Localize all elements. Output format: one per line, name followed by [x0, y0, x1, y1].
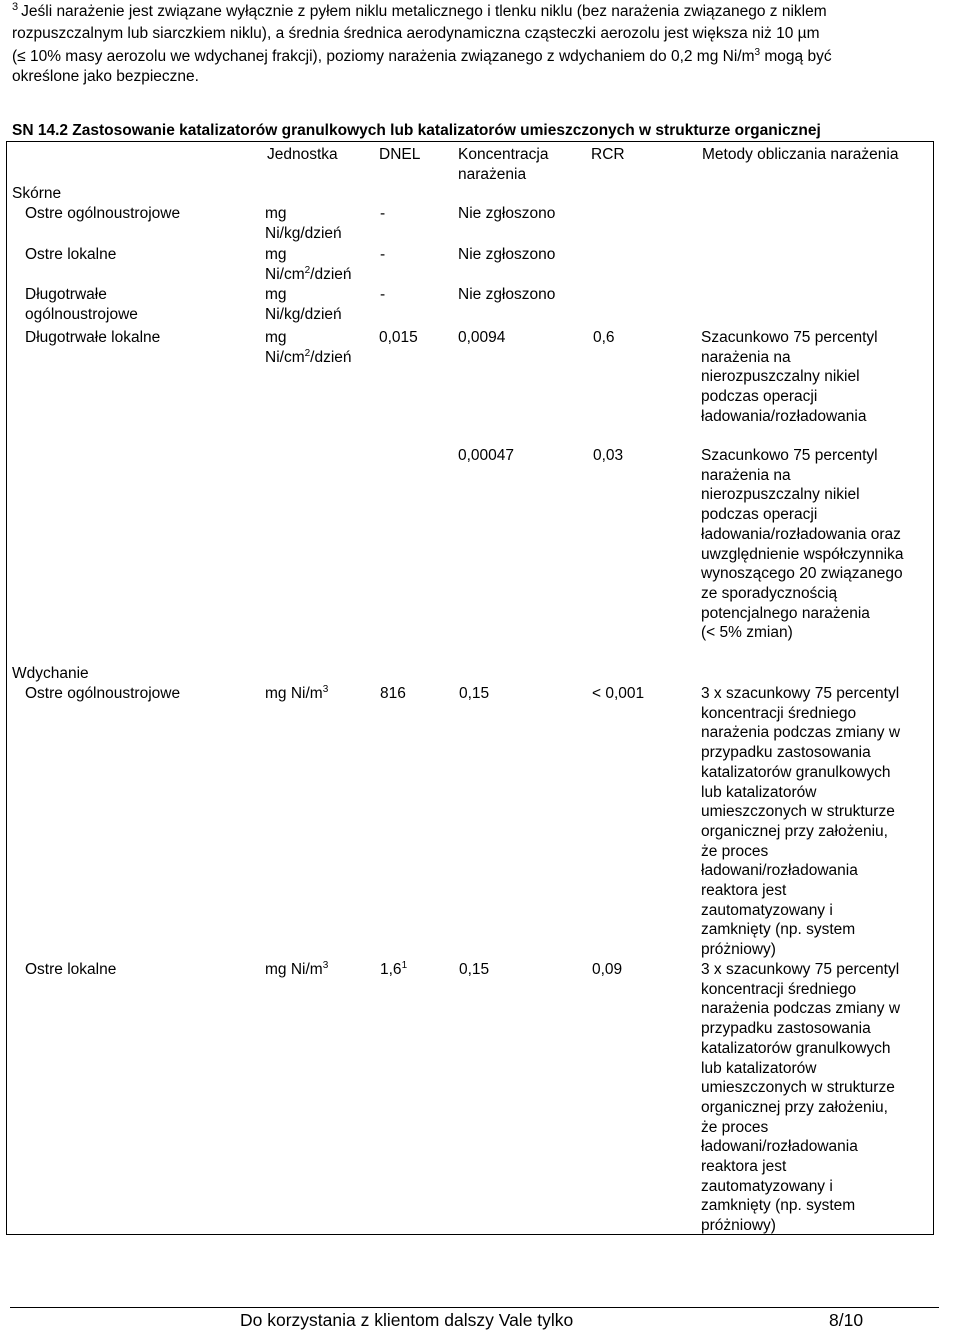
concentration-cell: 0,0094 [458, 329, 506, 346]
row-label: Długotrwałe lokalne [25, 329, 161, 346]
dnel-cell: $1,6^1$ [380, 960, 408, 978]
method-line: ze sporadycznością [701, 584, 838, 602]
method-line: 3 x szacunkowy 75 percentyl [701, 685, 900, 702]
method-line: nierozpuszczalny nikiel [701, 486, 860, 504]
row-label: Długotrwałe ogólnoustrojowe [25, 286, 138, 323]
method-line: ładowani/rozładowania [701, 1138, 858, 1156]
method-cell [701, 684, 900, 960]
header-method: Metody obliczania narażenia [702, 146, 899, 163]
concentration-cell: Nie zgłoszono [458, 246, 556, 263]
footnote-marker: 3 [12, 1, 19, 13]
header-concentration: Koncentracja narażenia [458, 146, 549, 183]
rcr-cell: 0,09 [592, 961, 623, 978]
dnel-cell: - [380, 286, 386, 303]
row-label: Ostre lokalne [25, 246, 117, 263]
method-line: przypadku zastosowania [701, 1020, 871, 1038]
method-line: ładowani/rozładowania [701, 862, 858, 880]
method-line: zamknięty (np. system [701, 921, 856, 939]
concentration-cell: 0,15 [459, 961, 490, 978]
method-line: zamknięty (np. system [701, 1197, 856, 1215]
method-line: ładowania/rozładowania oraz [701, 525, 901, 543]
row-label: Ostre ogólnoustrojowe [25, 205, 181, 222]
rcr-cell: 0,6 [593, 329, 615, 346]
method-line: zautomatyzowany i [701, 1177, 833, 1195]
method-line: że proces [701, 1118, 769, 1136]
method-line: katalizatorów granulkowych [701, 763, 891, 781]
method-line: lub katalizatorów [701, 783, 817, 801]
method-cell [701, 960, 900, 1236]
dnel-cell: - [380, 205, 386, 222]
footnote-line: $^3$ Jeśli narażenie jest związane wyłącznie z pyłem niklu metalicznego i tlenku niklu (bez narażenia związanego z niklem [12, 1, 827, 20]
method-line: wynoszącego 20 związanego [701, 565, 903, 583]
method-line: reaktora jest [701, 882, 787, 900]
unit-cell: mg Ni/kg/dzień [265, 286, 342, 323]
method-line: uwzględnienie współczynnika [701, 545, 904, 563]
concentration-cell: Nie zgłoszono [458, 205, 556, 222]
method-line: 3 x szacunkowy 75 percentyl [701, 961, 900, 978]
footer-text: Do korzystania z klientom dalszy Vale tylko [240, 1310, 574, 1330]
method-line: umieszczonych w strukturze [701, 803, 895, 821]
footnote-line: rozpuszczalnym lub siarczkiem niklu), a średnia średnica aerodynamiczna cząsteczki aerozolu jest większa niż 10 µm [12, 24, 820, 42]
dnel-cell: 0,015 [379, 329, 418, 346]
method-cell [701, 446, 903, 643]
method-line: organicznej przy założeniu, [701, 822, 888, 840]
method-line: próżniowy) [701, 941, 776, 959]
header-unit: Jednostka [267, 146, 338, 163]
footnote-line: określone jako bezpieczne. [12, 67, 199, 85]
method-line: że proces [701, 842, 769, 860]
method-line: Szacunkowo 75 percentyl [701, 447, 878, 464]
method-line: podczas operacji [701, 388, 818, 406]
method-line: potencjalnego narażenia [701, 604, 870, 622]
rcr-cell: < 0,001 [592, 685, 645, 702]
footer-divider [10, 1307, 939, 1308]
concentration-cell: 0,15 [459, 685, 490, 702]
unit-cell: mg $Ni/m^3$ [265, 684, 329, 702]
method-line: zautomatyzowany i [701, 901, 833, 919]
rcr-cell: 0,03 [593, 447, 624, 464]
method-line: reaktora jest [701, 1158, 787, 1176]
method-line: narażenia podczas zmiany w [701, 724, 901, 742]
method-line: koncentracji średniego [701, 980, 857, 998]
method-line: narażenia podczas zmiany w [701, 1000, 901, 1018]
method-line: przypadku zastosowania [701, 744, 871, 762]
method-line: nierozpuszczalny nikiel [701, 368, 860, 386]
header-dnel: DNEL [379, 146, 421, 163]
unit-cell: mg Ni/kg/dzień [265, 205, 342, 242]
unit-cell: mg $Ni/cm^2$/dzień [265, 329, 352, 366]
footnote-line: (≤ 10% masy aerozolu we wdychanej frakcji), poziomy narażenia związanego z wdychaniem do 0,2 mg $Ni/m^3$ mogą być [12, 47, 832, 66]
dnel-cell: 816 [380, 685, 406, 702]
method-line: narażenia na [701, 348, 791, 366]
method-cell [701, 328, 878, 427]
method-line: (< 5% zmian) [701, 624, 793, 642]
method-line: narażenia na [701, 466, 791, 484]
method-line: ładowania/rozładowania [701, 407, 867, 425]
concentration-cell: Nie zgłoszono [458, 286, 556, 303]
method-line: lub katalizatorów [701, 1059, 817, 1077]
footnote [12, 2, 947, 87]
row-label: Ostre lokalne [25, 961, 117, 978]
method-line: umieszczonych w strukturze [701, 1079, 895, 1097]
concentration-cell: 0,00047 [458, 447, 515, 464]
method-line: koncentracji średniego [701, 704, 857, 722]
method-line: podczas operacji [701, 506, 818, 524]
method-line: organicznej przy założeniu, [701, 1098, 888, 1116]
page-number: 8/10 [829, 1310, 864, 1330]
section-dermal: Skórne [12, 185, 62, 202]
method-line: Szacunkowo 75 percentyl [701, 329, 878, 346]
row-label: Ostre ogólnoustrojowe [25, 685, 181, 702]
method-line: próżniowy) [701, 1217, 776, 1235]
unit-cell: mg $Ni/m^3$ [265, 960, 329, 978]
section-inhalation: Wdychanie [12, 665, 89, 682]
header-rcr: RCR [591, 146, 625, 163]
method-line: katalizatorów granulkowych [701, 1039, 891, 1057]
section-title: SN 14.2 Zastosowanie katalizatorów granulkowych lub katalizatorów umieszczonych w strukturze organicznej [12, 122, 821, 139]
dnel-cell: - [380, 246, 386, 263]
unit-cell: mg $Ni/cm^2$/dzień [265, 246, 352, 283]
